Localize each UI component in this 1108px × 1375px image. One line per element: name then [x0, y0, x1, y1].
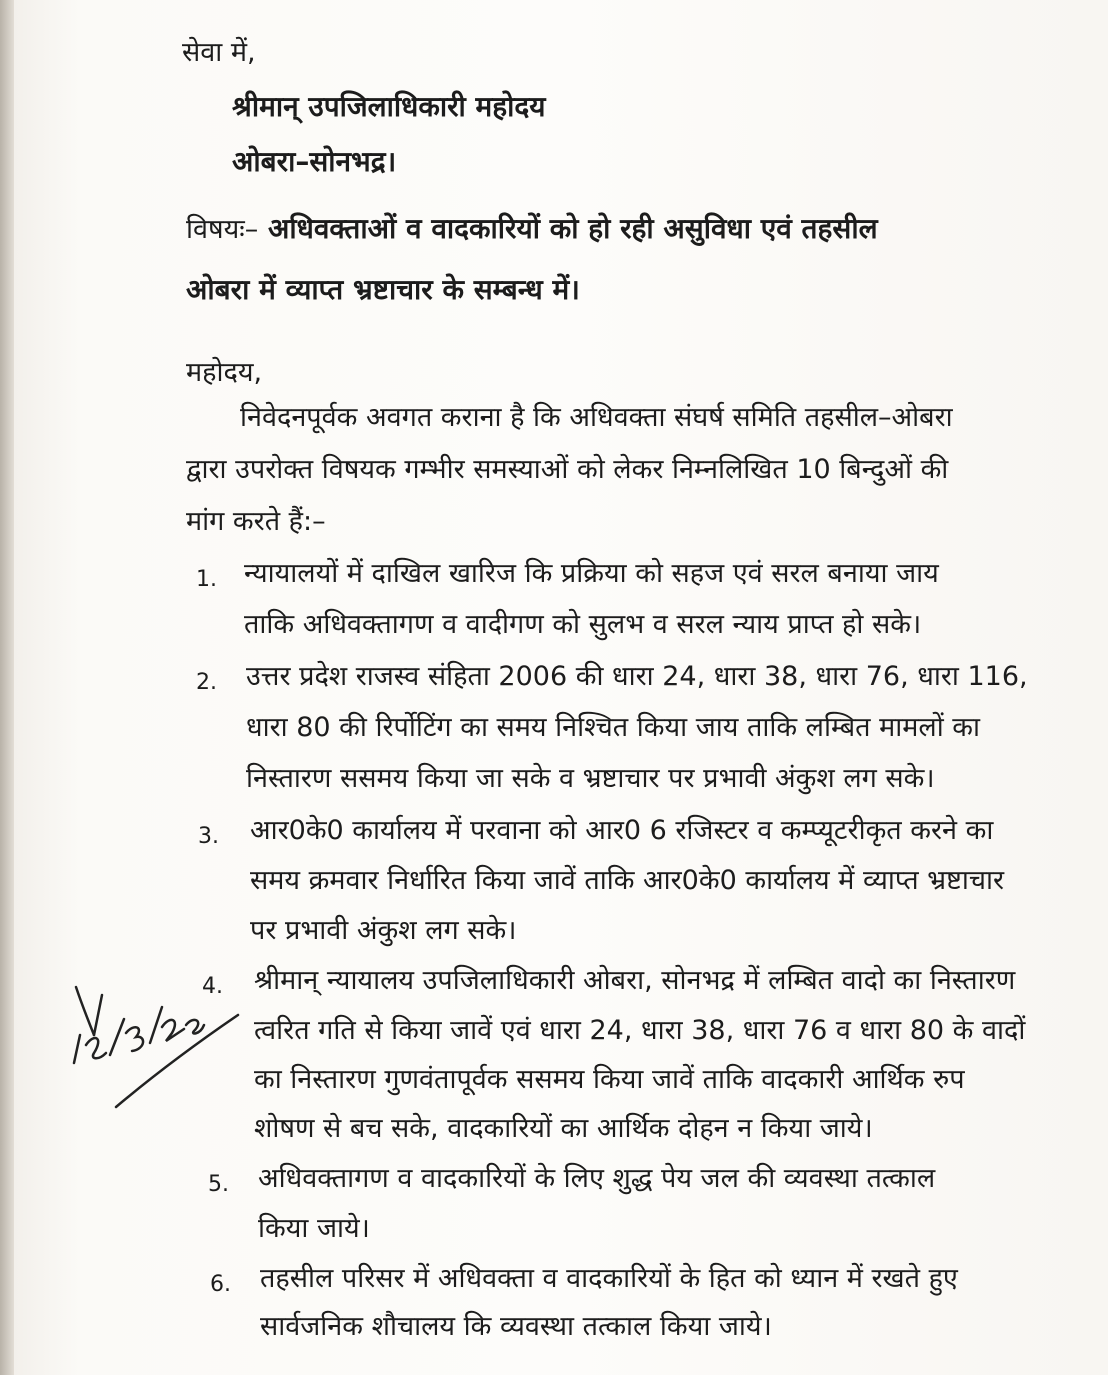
subject-line-1: [186, 212, 1012, 247]
point-4-number: 4.: [202, 974, 223, 999]
intro-line-2: द्वारा उपरोक्त विषयक गम्भीर समस्याओं को लेकर निम्नलिखित 10 बिन्दुओं की: [186, 454, 949, 485]
intro-line-1: निवेदनपूर्वक अवगत कराना है कि अधिवक्ता संघर्ष समिति तहसील–ओबरा: [240, 402, 953, 433]
point-6-number: 6.: [210, 1272, 231, 1297]
point-3-line-2: समय क्रमवार निर्धारित किया जावें ताकि आर0के0 कार्यालय में व्याप्त भ्रष्टाचार: [250, 865, 1005, 896]
point-3-line-3: पर प्रभावी अंकुश लग सके।: [250, 915, 517, 946]
point-2-line-2: धारा 80 की रिर्पोटिंग का समय निश्चित किया जाय ताकि लम्बित मामलों का: [246, 712, 981, 743]
intro-line-3: मांग करते हैं:–: [186, 506, 326, 537]
point-2-number: 2.: [196, 670, 217, 695]
point-5-number: 5.: [208, 1172, 229, 1197]
point-2-line-3: निस्तारण ससमय किया जा सके व भ्रष्टाचार पर प्रभावी अंकुश लग सके।: [246, 763, 935, 794]
page-edge-shadow: [0, 0, 14, 1375]
recipient-title: श्रीमान् उपजिलाधिकारी महोदय: [232, 90, 546, 123]
greeting: महोदय,: [186, 357, 263, 388]
point-1-number: 1.: [196, 567, 217, 592]
point-1-line-1: न्यायालयों में दाखिल खारिज कि प्रक्रिया को सहज एवं सरल बनाया जाय: [244, 558, 939, 589]
point-2-line-1: उत्तर प्रदेश राजस्व संहिता 2006 की धारा 24, धारा 38, धारा 76, धारा 116,: [246, 661, 1028, 692]
handwritten-signature: [54, 975, 244, 1115]
salutation: सेवा में,: [182, 37, 256, 68]
point-3-number: 3.: [198, 824, 219, 849]
point-6-line-2: सार्वजनिक शौचालय कि व्यवस्था तत्काल किया जाये।: [260, 1311, 772, 1342]
point-6-line-1: तहसील परिसर में अधिवक्ता व वादकारियों के हित को ध्यान में रखते हुए: [260, 1263, 958, 1294]
subject-label: विषयः–: [186, 214, 259, 245]
point-4-line-2: त्वरित गति से किया जावें एवं धारा 24, धारा 38, धारा 76 व धारा 80 के वादों: [254, 1015, 1026, 1046]
recipient-place: ओबरा–सोनभद्र।: [232, 145, 397, 178]
subject-text-1: अधिवक्ताओं व वादकारियों को हो रही असुविधा एवं तहसील: [267, 212, 878, 245]
subject-line-2: ओबरा में व्याप्त भ्रष्टाचार के सम्बन्ध में।: [186, 273, 580, 306]
letter-page: [14, 0, 1108, 1375]
point-3-line-1: आर0के0 कार्यालय में परवाना को आर0 6 रजिस्टर व कम्प्यूटरीकृत करने का: [250, 815, 994, 846]
point-1-line-2: ताकि अधिवक्तागण व वादीगण को सुलभ व सरल न्याय प्राप्त हो सके।: [244, 609, 922, 640]
point-5-line-2: किया जाये।: [258, 1213, 370, 1244]
point-4-line-4: शोषण से बच सके, वादकारियों का आर्थिक दोहन न किया जाये।: [254, 1113, 873, 1144]
point-4-line-1: श्रीमान् न्यायालय उपजिलाधिकारी ओबरा, सोनभद्र में लम्बित वादो का निस्तारण: [254, 965, 1016, 996]
point-5-line-1: अधिवक्तागण व वादकारियों के लिए शुद्ध पेय जल की व्यवस्था तत्काल: [258, 1163, 936, 1194]
point-4-line-3: का निस्तारण गुणवंतापूर्वक ससमय किया जावें ताकि वादकारी आर्थिक रुप: [254, 1064, 965, 1095]
